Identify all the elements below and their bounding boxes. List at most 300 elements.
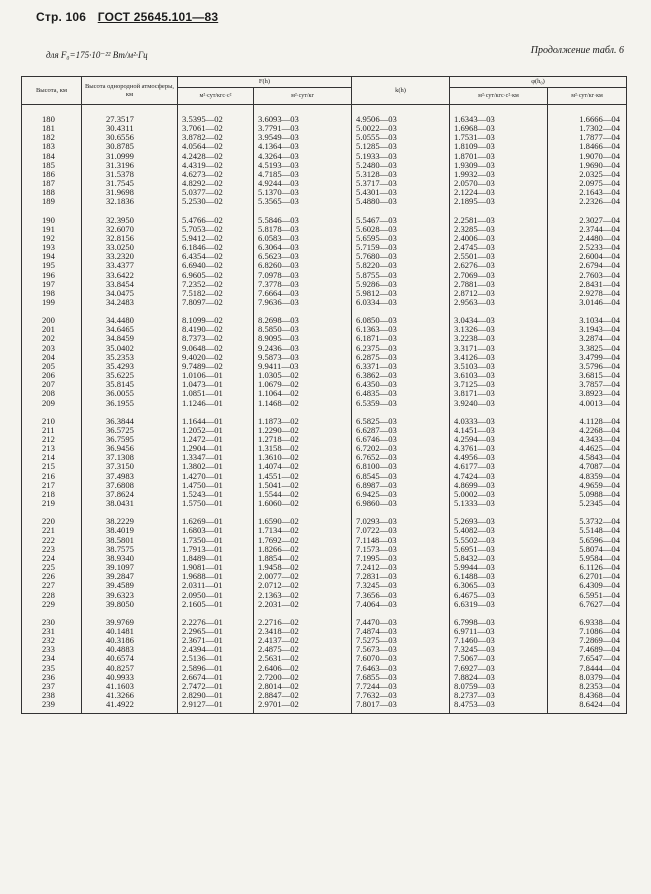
table-cell: 1.8854—02 bbox=[254, 554, 352, 563]
table-cell: 5.1333—03 bbox=[450, 499, 548, 508]
table-cell: 7.2412—03 bbox=[352, 563, 450, 572]
table-cell: 227 bbox=[22, 581, 82, 590]
table-cell: 2.0950—01 bbox=[178, 591, 254, 600]
table-cell: 5.5846—03 bbox=[254, 207, 352, 225]
table-cell: 2.9278—04 bbox=[548, 289, 627, 298]
table-cell: 5.0002—03 bbox=[450, 490, 548, 499]
table-cell: 232 bbox=[22, 636, 82, 645]
table-cell: 5.5148—04 bbox=[548, 526, 627, 535]
table-cell: 3.2874—04 bbox=[548, 334, 627, 343]
table-cell: 36.7595 bbox=[82, 435, 178, 444]
table-cell: 2.0325—04 bbox=[548, 170, 627, 179]
table-cell: 2.2031—02 bbox=[254, 600, 352, 609]
table-cell: 3.4799—04 bbox=[548, 353, 627, 362]
table-cell: 1.3610—02 bbox=[254, 453, 352, 462]
table-row bbox=[22, 280, 627, 289]
table-cell: 1.5041—02 bbox=[254, 481, 352, 490]
table-cell: 7.7632—03 bbox=[352, 691, 450, 700]
table-cell: 206 bbox=[22, 371, 82, 380]
table-cell: 2.5501—03 bbox=[450, 252, 548, 261]
table-cell: 2.9701—02 bbox=[254, 700, 352, 714]
table-cell: 204 bbox=[22, 353, 82, 362]
table-cell: 209 bbox=[22, 399, 82, 408]
table-cell: 6.1363—03 bbox=[352, 325, 450, 334]
table-cell: 216 bbox=[22, 472, 82, 481]
table-row bbox=[22, 225, 627, 234]
table-cell: 32.6070 bbox=[82, 225, 178, 234]
table-cell: 207 bbox=[22, 380, 82, 389]
table-cell: 2.1224—03 bbox=[450, 188, 548, 197]
table-cell: 1.7692—02 bbox=[254, 536, 352, 545]
table-cell: 226 bbox=[22, 572, 82, 581]
table-cell: 6.6287—03 bbox=[352, 426, 450, 435]
standard-number: ГОСТ 25645.101—83 bbox=[97, 10, 219, 24]
table-cell: 5.8220—03 bbox=[352, 261, 450, 270]
table-cell: 3.1326—03 bbox=[450, 325, 548, 334]
table-cell: 221 bbox=[22, 526, 82, 535]
table-cell: 8.0759—03 bbox=[450, 682, 548, 691]
table-cell: 225 bbox=[22, 563, 82, 572]
table-cell: 217 bbox=[22, 481, 82, 490]
table-cell: 4.6177—03 bbox=[450, 462, 548, 471]
table-cell: 41.1603 bbox=[82, 682, 178, 691]
table-cell: 205 bbox=[22, 362, 82, 371]
table-cell: 233 bbox=[22, 645, 82, 654]
table-row bbox=[22, 289, 627, 298]
table-cell: 39.8050 bbox=[82, 600, 178, 609]
table-cell: 5.6596—04 bbox=[548, 536, 627, 545]
table-cell: 30.6556 bbox=[82, 133, 178, 142]
table-row bbox=[22, 444, 627, 453]
table-cell: 1.6803—01 bbox=[178, 526, 254, 535]
table-cell: 5.2345—04 bbox=[548, 499, 627, 508]
table-cell: 36.9456 bbox=[82, 444, 178, 453]
table-cell: 1.2052—01 bbox=[178, 426, 254, 435]
table-cell: 6.3064—03 bbox=[254, 243, 352, 252]
table-cell: 199 bbox=[22, 298, 82, 307]
header-atmosphere: Высота однородной атмосферы, км bbox=[82, 77, 178, 105]
table-cell: 1.6343—03 bbox=[450, 105, 548, 125]
table-cell: 7.0722—03 bbox=[352, 526, 450, 535]
table-cell: 1.5544—02 bbox=[254, 490, 352, 499]
header-Fh-units1: м²·сут/кгс·с² bbox=[178, 88, 254, 105]
table-cell: 8.2737—03 bbox=[450, 691, 548, 700]
table-cell: 40.1481 bbox=[82, 627, 178, 636]
table-cell: 1.7302—04 bbox=[548, 124, 627, 133]
table-cell: 6.5825—03 bbox=[352, 408, 450, 426]
table-cell: 5.8074—04 bbox=[548, 545, 627, 554]
table-cell: 8.2353—04 bbox=[548, 682, 627, 691]
table-cell: 36.0055 bbox=[82, 389, 178, 398]
table-row bbox=[22, 545, 627, 554]
table-cell: 37.8624 bbox=[82, 490, 178, 499]
table-cell: 202 bbox=[22, 334, 82, 343]
table-cell: 1.3347—01 bbox=[178, 453, 254, 462]
table-row bbox=[22, 453, 627, 462]
table-cell: 7.5067—03 bbox=[450, 654, 548, 663]
table-cell: 2.8712—03 bbox=[450, 289, 548, 298]
table-cell: 3.0146—04 bbox=[548, 298, 627, 307]
table-cell: 2.9127—01 bbox=[178, 700, 254, 714]
table-cell: 7.6664—03 bbox=[254, 289, 352, 298]
table-cell: 38.7575 bbox=[82, 545, 178, 554]
table-cell: 6.9338—04 bbox=[548, 609, 627, 627]
table-cell: 4.7424—03 bbox=[450, 472, 548, 481]
table-row bbox=[22, 371, 627, 380]
table-cell: 38.2229 bbox=[82, 508, 178, 526]
table-cell: 5.2693—03 bbox=[450, 508, 548, 526]
table-cell: 6.7202—03 bbox=[352, 444, 450, 453]
table-cell: 6.7998—03 bbox=[450, 609, 548, 627]
table-cell: 4.9244—03 bbox=[254, 179, 352, 188]
table-cell: 7.4689—04 bbox=[548, 645, 627, 654]
table-cell: 6.0583—03 bbox=[254, 234, 352, 243]
table-row bbox=[22, 600, 627, 609]
table-row bbox=[22, 700, 627, 714]
table-cell: 31.0999 bbox=[82, 152, 178, 161]
table-cell: 6.8100—03 bbox=[352, 462, 450, 471]
table-cell: 3.1943—04 bbox=[548, 325, 627, 334]
table-cell: 1.7350—01 bbox=[178, 536, 254, 545]
table-cell: 2.0311—01 bbox=[178, 581, 254, 590]
table-cell: 1.6666—04 bbox=[548, 105, 627, 125]
table-cell: 1.2472—01 bbox=[178, 435, 254, 444]
table-cell: 7.5182—02 bbox=[178, 289, 254, 298]
table-cell: 40.3186 bbox=[82, 636, 178, 645]
table-cell: 2.1605—01 bbox=[178, 600, 254, 609]
table-cell: 6.8987—03 bbox=[352, 481, 450, 490]
table-cell: 1.3158—02 bbox=[254, 444, 352, 453]
table-cell: 4.5193—03 bbox=[254, 161, 352, 170]
table-cell: 7.0293—03 bbox=[352, 508, 450, 526]
table-cell: 35.8145 bbox=[82, 380, 178, 389]
table-cell: 3.5395—02 bbox=[178, 105, 254, 125]
table-cell: 5.7053—02 bbox=[178, 225, 254, 234]
table-cell: 188 bbox=[22, 188, 82, 197]
table-cell: 1.0106—01 bbox=[178, 371, 254, 380]
table-row bbox=[22, 645, 627, 654]
page-header bbox=[36, 10, 226, 24]
table-cell: 2.4006—03 bbox=[450, 234, 548, 243]
table-cell: 228 bbox=[22, 591, 82, 600]
table-cell: 2.6004—04 bbox=[548, 252, 627, 261]
table-row bbox=[22, 124, 627, 133]
table-cell: 180 bbox=[22, 105, 82, 125]
table-cell: 2.8847—02 bbox=[254, 691, 352, 700]
table-cell: 6.9605—02 bbox=[178, 271, 254, 280]
table-cell: 1.4750—01 bbox=[178, 481, 254, 490]
table-row bbox=[22, 334, 627, 343]
table-cell: 33.6422 bbox=[82, 271, 178, 280]
table-row bbox=[22, 499, 627, 508]
table-cell: 5.4082—03 bbox=[450, 526, 548, 535]
table-cell: 7.6927—03 bbox=[450, 664, 548, 673]
table-cell: 2.4394—01 bbox=[178, 645, 254, 654]
table-cell: 4.8359—04 bbox=[548, 472, 627, 481]
table-cell: 230 bbox=[22, 609, 82, 627]
table-cell: 2.6674—01 bbox=[178, 673, 254, 682]
table-cell: 38.0431 bbox=[82, 499, 178, 508]
table-cell: 5.9944—03 bbox=[450, 563, 548, 572]
table-cell: 3.7857—04 bbox=[548, 380, 627, 389]
table-cell: 2.6276—03 bbox=[450, 261, 548, 270]
table-cell: 8.4753—03 bbox=[450, 700, 548, 714]
table-cell: 9.9411—03 bbox=[254, 362, 352, 371]
table-cell: 1.6968—03 bbox=[450, 124, 548, 133]
table-row bbox=[22, 536, 627, 545]
table-cell: 1.9458—02 bbox=[254, 563, 352, 572]
table-row bbox=[22, 572, 627, 581]
table-cell: 1.8109—03 bbox=[450, 142, 548, 151]
table-row bbox=[22, 234, 627, 243]
table-cell: 203 bbox=[22, 344, 82, 353]
table-cell: 36.1955 bbox=[82, 399, 178, 408]
table-cell: 32.8156 bbox=[82, 234, 178, 243]
table-row bbox=[22, 526, 627, 535]
table-cell: 4.7185—03 bbox=[254, 170, 352, 179]
table-cell: 219 bbox=[22, 499, 82, 508]
table-cell: 195 bbox=[22, 261, 82, 270]
table-cell: 197 bbox=[22, 280, 82, 289]
table-cell: 1.4551—02 bbox=[254, 472, 352, 481]
table-cell: 6.4835—03 bbox=[352, 389, 450, 398]
header-height: Высота, км bbox=[22, 77, 82, 105]
table-cell: 2.8431—04 bbox=[548, 280, 627, 289]
table-cell: 36.3844 bbox=[82, 408, 178, 426]
table-cell: 39.1097 bbox=[82, 563, 178, 572]
table-cell: 6.5359—03 bbox=[352, 399, 450, 408]
table-cell: 3.8923—04 bbox=[548, 389, 627, 398]
table-row bbox=[22, 581, 627, 590]
table-cell: 35.2353 bbox=[82, 353, 178, 362]
table-cell: 231 bbox=[22, 627, 82, 636]
table-cell: 2.2276—01 bbox=[178, 609, 254, 627]
table-cell: 222 bbox=[22, 536, 82, 545]
table-row bbox=[22, 161, 627, 170]
table-cell: 38.5801 bbox=[82, 536, 178, 545]
table-cell: 2.7472—01 bbox=[178, 682, 254, 691]
table-cell: 2.2965—01 bbox=[178, 627, 254, 636]
table-cell: 6.4354—02 bbox=[178, 252, 254, 261]
table-cell: 5.8755—03 bbox=[352, 271, 450, 280]
table-cell: 35.4293 bbox=[82, 362, 178, 371]
table-cell: 1.8466—04 bbox=[548, 142, 627, 151]
table-cell: 37.6808 bbox=[82, 481, 178, 490]
table-cell: 39.4589 bbox=[82, 581, 178, 590]
table-cell: 4.8699—03 bbox=[450, 481, 548, 490]
table-cell: 2.0712—02 bbox=[254, 581, 352, 590]
table-cell: 208 bbox=[22, 389, 82, 398]
table-row bbox=[22, 152, 627, 161]
table-cell: 1.2290—02 bbox=[254, 426, 352, 435]
table-cell: 3.7125—03 bbox=[450, 380, 548, 389]
table-cell: 4.0564—02 bbox=[178, 142, 254, 151]
table-cell: 1.8489—01 bbox=[178, 554, 254, 563]
table-cell: 215 bbox=[22, 462, 82, 471]
table-row bbox=[22, 627, 627, 636]
table-cell: 35.6225 bbox=[82, 371, 178, 380]
table-cell: 6.8260—03 bbox=[254, 261, 352, 270]
table-row bbox=[22, 435, 627, 444]
table-cell: 9.0648—02 bbox=[178, 344, 254, 353]
table-cell: 7.5275—03 bbox=[352, 636, 450, 645]
table-cell: 33.8454 bbox=[82, 280, 178, 289]
table-cell: 3.7061—02 bbox=[178, 124, 254, 133]
table-row bbox=[22, 481, 627, 490]
table-row bbox=[22, 408, 627, 426]
table-cell: 184 bbox=[22, 152, 82, 161]
table-cell: 229 bbox=[22, 600, 82, 609]
table-cell: 2.0975—04 bbox=[548, 179, 627, 188]
table-cell: 1.1064—02 bbox=[254, 389, 352, 398]
table-cell: 5.4766—02 bbox=[178, 207, 254, 225]
table-cell: 239 bbox=[22, 700, 82, 714]
table-cell: 1.8701—03 bbox=[450, 152, 548, 161]
table-cell: 1.1873—02 bbox=[254, 408, 352, 426]
table-row bbox=[22, 105, 627, 125]
table-cell: 7.2831—03 bbox=[352, 572, 450, 581]
table-cell: 7.3245—03 bbox=[450, 645, 548, 654]
table-cell: 1.4074—02 bbox=[254, 462, 352, 471]
table-cell: 7.8097—02 bbox=[178, 298, 254, 307]
table-row bbox=[22, 462, 627, 471]
table-cell: 1.2718—02 bbox=[254, 435, 352, 444]
table-row bbox=[22, 691, 627, 700]
table-cell: 8.2698—03 bbox=[254, 307, 352, 325]
table-cell: 4.8292—02 bbox=[178, 179, 254, 188]
table-cell: 220 bbox=[22, 508, 82, 526]
table-cell: 7.3245—03 bbox=[352, 581, 450, 590]
table-cell: 9.7489—02 bbox=[178, 362, 254, 371]
table-cell: 236 bbox=[22, 673, 82, 682]
table-cell: 31.7545 bbox=[82, 179, 178, 188]
table-cell: 6.0850—03 bbox=[352, 307, 450, 325]
table-cell: 5.5467—03 bbox=[352, 207, 450, 225]
table-row bbox=[22, 362, 627, 371]
table-cell: 7.3656—03 bbox=[352, 591, 450, 600]
table-cell: 5.9412—02 bbox=[178, 234, 254, 243]
table-cell: 2.3671—01 bbox=[178, 636, 254, 645]
table-row bbox=[22, 197, 627, 206]
table-cell: 37.3150 bbox=[82, 462, 178, 471]
table-cell: 41.4922 bbox=[82, 700, 178, 714]
table-cell: 210 bbox=[22, 408, 82, 426]
table-cell: 7.3778—03 bbox=[254, 280, 352, 289]
table-cell: 237 bbox=[22, 682, 82, 691]
table-cell: 2.5233—04 bbox=[548, 243, 627, 252]
table-cell: 7.4874—03 bbox=[352, 627, 450, 636]
table-cell: 2.3418—02 bbox=[254, 627, 352, 636]
table-cell: 6.3862—03 bbox=[352, 371, 450, 380]
table-cell: 8.1099—02 bbox=[178, 307, 254, 325]
table-cell: 3.7791—03 bbox=[254, 124, 352, 133]
table-cell: 6.6940—02 bbox=[178, 261, 254, 270]
table-cell: 5.1933—03 bbox=[352, 152, 450, 161]
table-cell: 4.1451—03 bbox=[450, 426, 548, 435]
table-cell: 6.1126—04 bbox=[548, 563, 627, 572]
table-cell: 5.8432—03 bbox=[450, 554, 548, 563]
table-cell: 9.2436—03 bbox=[254, 344, 352, 353]
table-cell: 1.6060—02 bbox=[254, 499, 352, 508]
table-cell: 34.4480 bbox=[82, 307, 178, 325]
table-cell: 1.1246—01 bbox=[178, 399, 254, 408]
table-cell: 1.7877—04 bbox=[548, 133, 627, 142]
table-cell: 1.9690—04 bbox=[548, 161, 627, 170]
table-cell: 34.0475 bbox=[82, 289, 178, 298]
table-cell: 2.5896—01 bbox=[178, 664, 254, 673]
table-row bbox=[22, 179, 627, 188]
table-cell: 7.8824—03 bbox=[450, 673, 548, 682]
table-cell: 4.4319—02 bbox=[178, 161, 254, 170]
table-cell: 3.5103—03 bbox=[450, 362, 548, 371]
table-row bbox=[22, 243, 627, 252]
table-cell: 1.0851—01 bbox=[178, 389, 254, 398]
table-cell: 7.8444—04 bbox=[548, 664, 627, 673]
table-cell: 6.9860—03 bbox=[352, 499, 450, 508]
table-cell: 189 bbox=[22, 197, 82, 206]
table-cell: 6.6746—03 bbox=[352, 435, 450, 444]
table-cell: 5.3732—04 bbox=[548, 508, 627, 526]
table-cell: 200 bbox=[22, 307, 82, 325]
table-cell: 8.5850—03 bbox=[254, 325, 352, 334]
table-row bbox=[22, 591, 627, 600]
table-row bbox=[22, 188, 627, 197]
header-phi-units2: м²·сут/кг·км bbox=[548, 88, 627, 105]
table-cell: 30.4311 bbox=[82, 124, 178, 133]
table-cell: 39.6323 bbox=[82, 591, 178, 600]
table-cell: 6.2875—03 bbox=[352, 353, 450, 362]
table-cell: 192 bbox=[22, 234, 82, 243]
table-cell: 36.5725 bbox=[82, 426, 178, 435]
table-cell: 34.6465 bbox=[82, 325, 178, 334]
table-cell: 7.1148—03 bbox=[352, 536, 450, 545]
table-cell: 211 bbox=[22, 426, 82, 435]
table-cell: 2.5136—01 bbox=[178, 654, 254, 663]
table-cell: 2.1363—02 bbox=[254, 591, 352, 600]
table-cell: 201 bbox=[22, 325, 82, 334]
table-row bbox=[22, 207, 627, 225]
table-cell: 224 bbox=[22, 554, 82, 563]
table-row bbox=[22, 563, 627, 572]
table-cell: 5.2530—02 bbox=[178, 197, 254, 206]
table-row bbox=[22, 133, 627, 142]
table-cell: 3.9549—03 bbox=[254, 133, 352, 142]
table-cell: 30.8785 bbox=[82, 142, 178, 151]
table-cell: 5.0988—04 bbox=[548, 490, 627, 499]
table-cell: 2.4480—04 bbox=[548, 234, 627, 243]
table-row bbox=[22, 271, 627, 280]
table-cell: 7.1995—03 bbox=[352, 554, 450, 563]
table-cell: 6.1488—03 bbox=[450, 572, 548, 581]
table-cell: 5.7159—03 bbox=[352, 243, 450, 252]
table-cell: 40.8257 bbox=[82, 664, 178, 673]
table-cell: 6.5951—04 bbox=[548, 591, 627, 600]
table-cell: 183 bbox=[22, 142, 82, 151]
table-row bbox=[22, 252, 627, 261]
table-cell: 6.9711—03 bbox=[450, 627, 548, 636]
table-cell: 4.0333—03 bbox=[450, 408, 548, 426]
table-cell: 40.6574 bbox=[82, 654, 178, 663]
table-cell: 4.1128—04 bbox=[548, 408, 627, 426]
table-cell: 2.3285—03 bbox=[450, 225, 548, 234]
table-cell: 1.0305—02 bbox=[254, 371, 352, 380]
table-caption: для F₀=175·10⁻²² Вт/м²·Гц bbox=[46, 50, 148, 60]
table-cell: 1.2904—01 bbox=[178, 444, 254, 453]
table-cell: 1.0679—02 bbox=[254, 380, 352, 389]
table-cell: 4.9506—03 bbox=[352, 105, 450, 125]
table-cell: 7.1460—03 bbox=[450, 636, 548, 645]
table-cell: 5.3717—03 bbox=[352, 179, 450, 188]
